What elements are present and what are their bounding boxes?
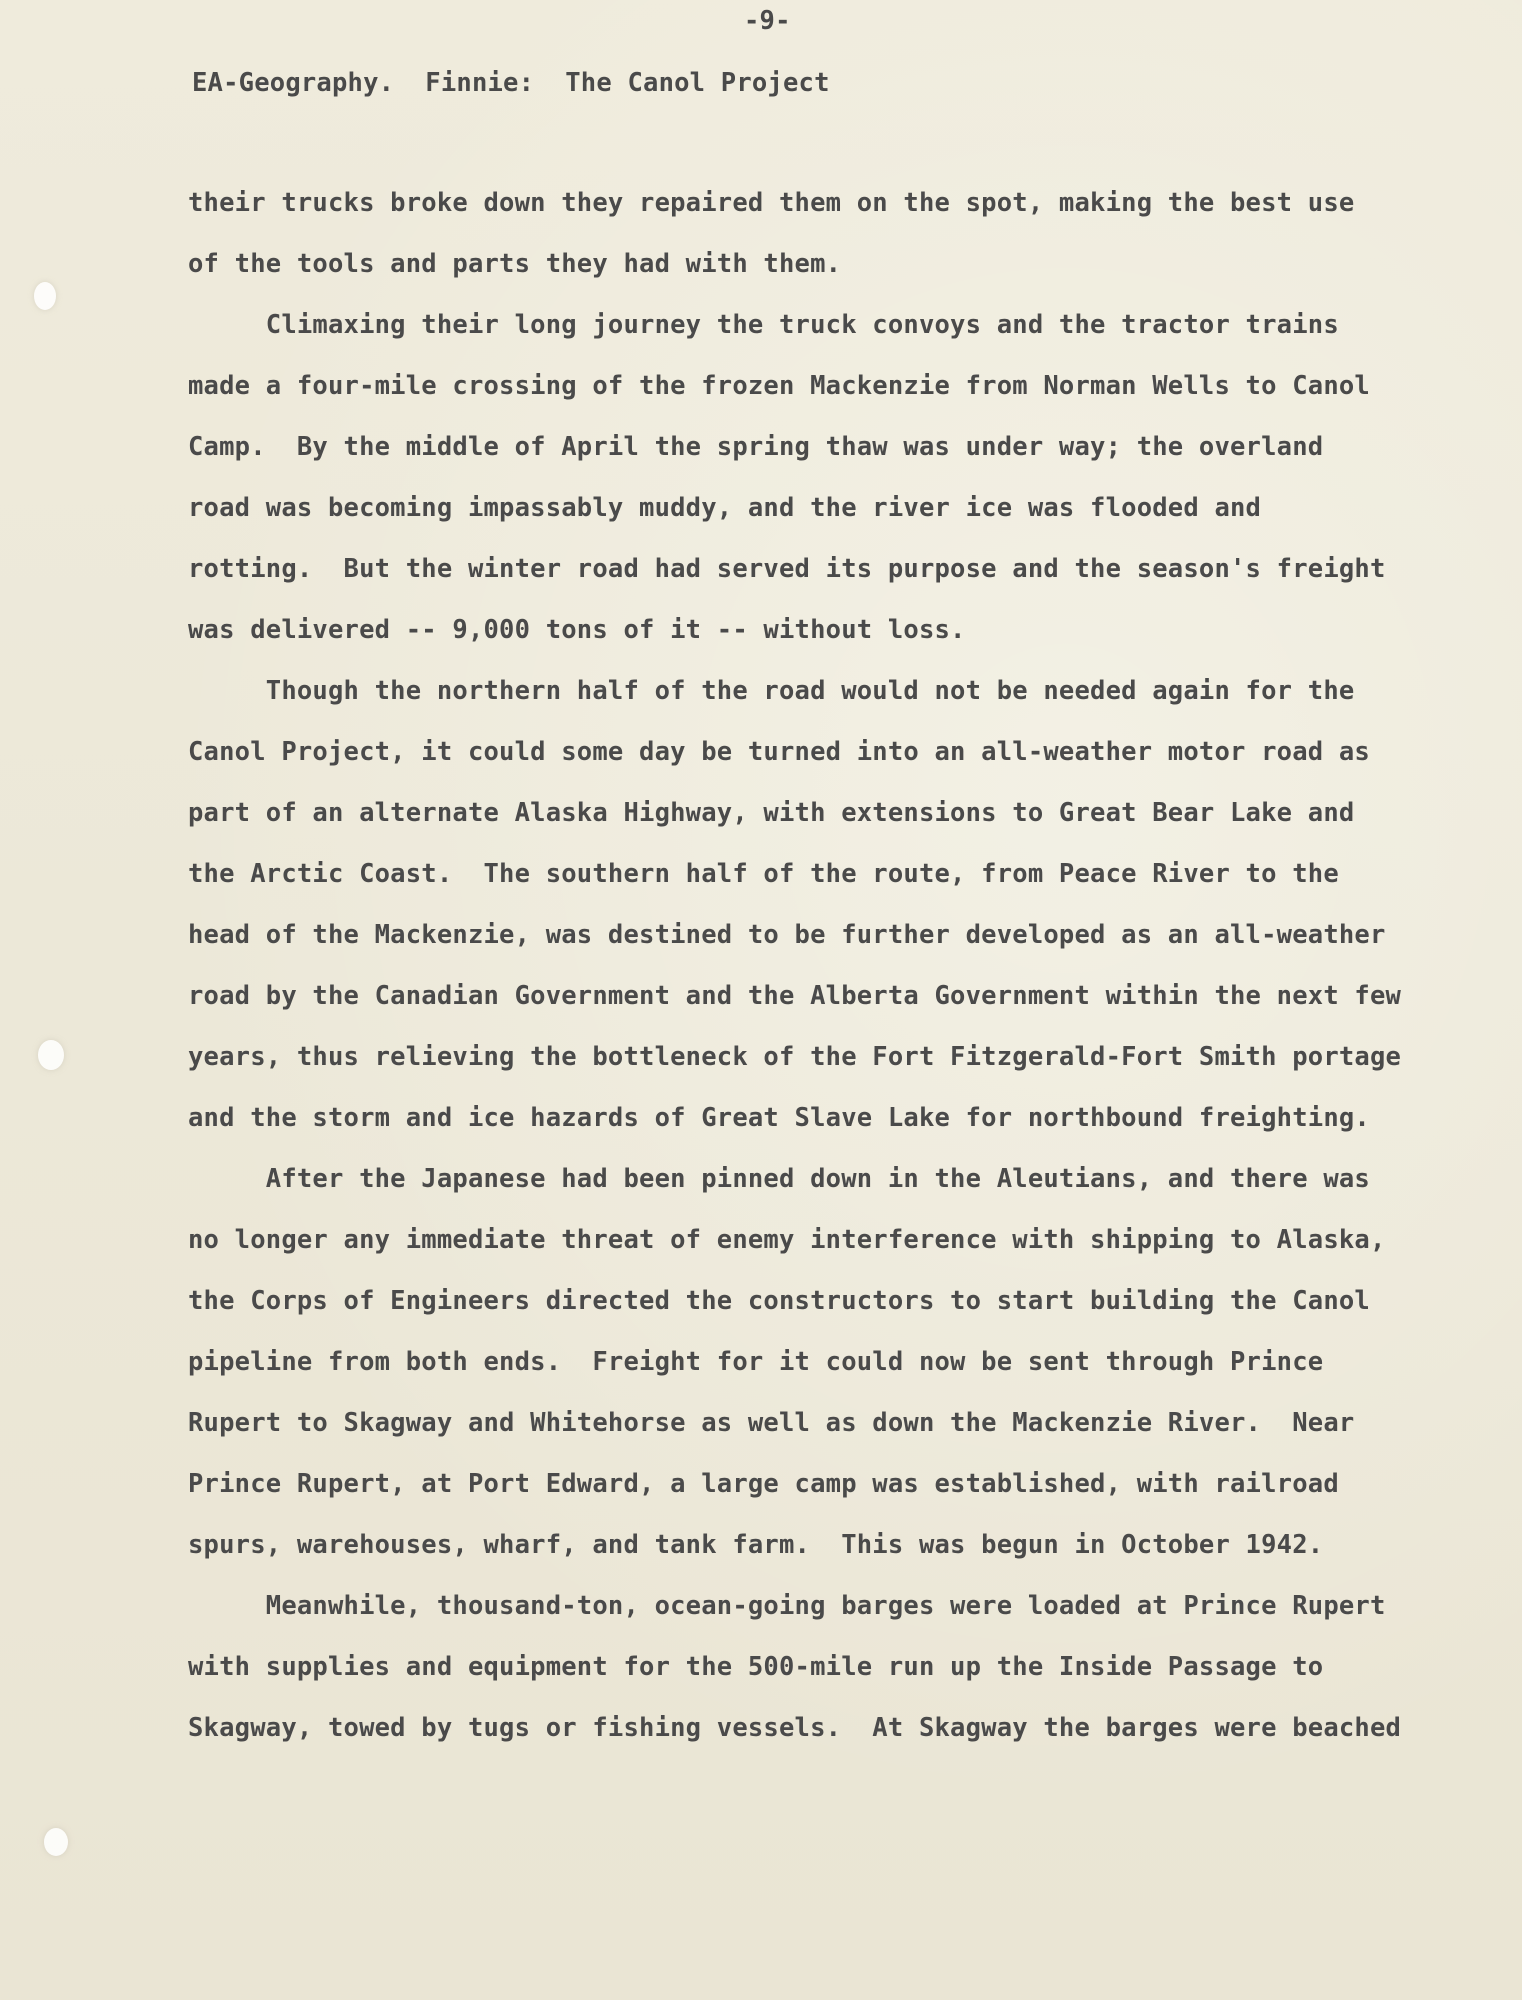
punch-hole-middle bbox=[38, 1040, 64, 1070]
text-line-23: spurs, warehouses, wharf, and tank farm. This was begun in October 1942. bbox=[188, 1530, 1324, 1560]
punch-hole-bottom bbox=[44, 1828, 68, 1856]
text-line-26: Skagway, towed by tugs or fishing vessels. At Skagway the barges were beached bbox=[188, 1713, 1402, 1743]
text-line-10: Canol Project, it could some day be turned into an all-weather motor road as bbox=[188, 737, 1370, 767]
text-line-15: years, thus relieving the bottleneck of the Fort Fitzgerald-Fort Smith portage bbox=[188, 1042, 1402, 1072]
text-line-14: road by the Canadian Government and the Alberta Government within the next few bbox=[188, 981, 1402, 1011]
text-line-24: Meanwhile, thousand-ton, ocean-going barges were loaded at Prince Rupert bbox=[188, 1591, 1386, 1621]
text-line-20: pipeline from both ends. Freight for it could now be sent through Prince bbox=[188, 1347, 1324, 1377]
text-line-22: Prince Rupert, at Port Edward, a large camp was established, with railroad bbox=[188, 1469, 1339, 1499]
text-line-17: After the Japanese had been pinned down in the Aleutians, and there was bbox=[188, 1164, 1370, 1194]
text-line-7: rotting. But the winter road had served its purpose and the season's freight bbox=[188, 554, 1386, 584]
text-line-25: with supplies and equipment for the 500-mile run up the Inside Passage to bbox=[188, 1652, 1324, 1682]
running-head: EA-Geography. Finnie: The Canol Project bbox=[192, 68, 830, 98]
text-line-19: the Corps of Engineers directed the constructors to start building the Canol bbox=[188, 1286, 1370, 1316]
text-line-16: and the storm and ice hazards of Great Slave Lake for northbound freighting. bbox=[188, 1103, 1370, 1133]
page-number: -9- bbox=[744, 6, 791, 36]
text-line-9: Though the northern half of the road would not be needed again for the bbox=[188, 676, 1355, 706]
text-line-4: made a four-mile crossing of the frozen Mackenzie from Norman Wells to Canol bbox=[188, 371, 1370, 401]
text-line-5: Camp. By the middle of April the spring thaw was under way; the overland bbox=[188, 432, 1324, 462]
text-line-3: Climaxing their long journey the truck convoys and the tractor trains bbox=[188, 310, 1339, 340]
text-line-18: no longer any immediate threat of enemy interference with shipping to Alaska, bbox=[188, 1225, 1386, 1255]
text-line-12: the Arctic Coast. The southern half of the route, from Peace River to the bbox=[188, 859, 1339, 889]
text-line-2: of the tools and parts they had with them. bbox=[188, 249, 842, 279]
text-line-13: head of the Mackenzie, was destined to be further developed as an all-weather bbox=[188, 920, 1386, 950]
text-line-21: Rupert to Skagway and Whitehorse as well as down the Mackenzie River. Near bbox=[188, 1408, 1355, 1438]
text-line-1: their trucks broke down they repaired them on the spot, making the best use bbox=[188, 188, 1355, 218]
text-line-8: was delivered -- 9,000 tons of it -- without loss. bbox=[188, 615, 966, 645]
punch-hole-top bbox=[34, 282, 56, 310]
text-line-11: part of an alternate Alaska Highway, with extensions to Great Bear Lake and bbox=[188, 798, 1355, 828]
text-line-6: road was becoming impassably muddy, and the river ice was flooded and bbox=[188, 493, 1262, 523]
